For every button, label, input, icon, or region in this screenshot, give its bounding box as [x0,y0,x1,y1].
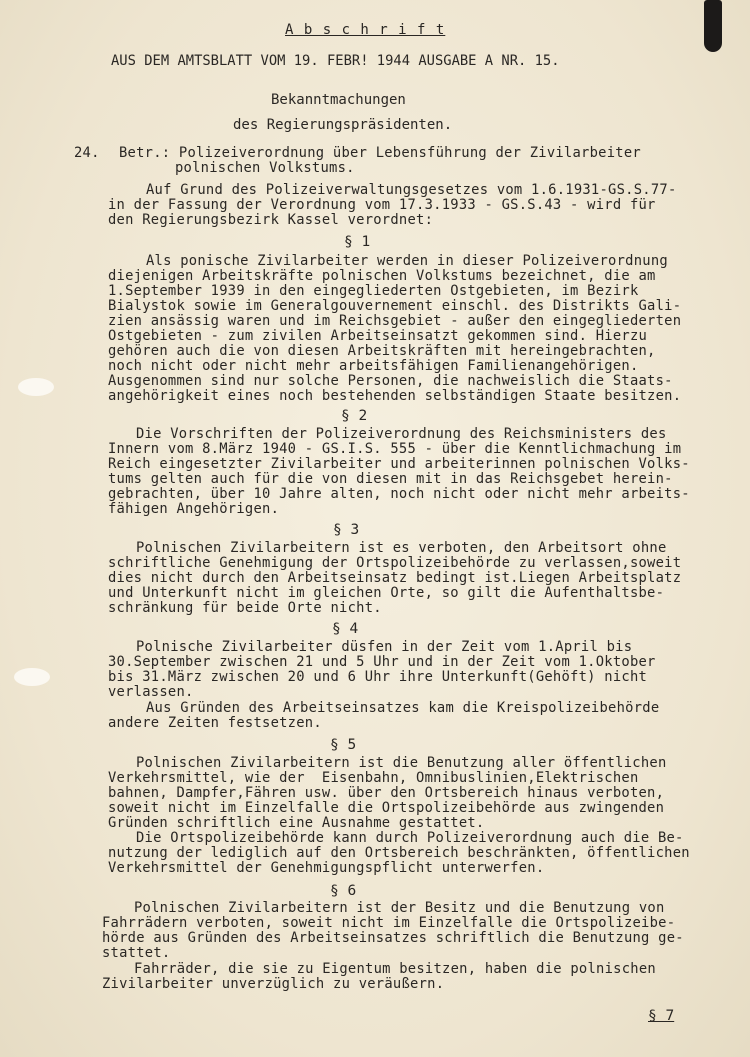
source-line: AUS DEM AMTSBLATT VOM 19. FEBR! 1944 AUSGABE A NR. 15. [111,53,560,69]
continuation-mark: § 7 [648,1008,675,1024]
text-line: Polnischen Zivilarbeitern ist die Benutzung aller öffentlichen [136,755,667,771]
text-line: Polnischen Zivilarbeitern ist es verboten, den Arbeitsort ohne [136,540,667,556]
text-line: Polnische Zivilarbeiter düsfen in der Zeit vom 1.April bis [136,639,633,655]
subject-line: polnischen Volkstums. [175,160,355,176]
text-line: zien ansässig waren und im Reichsgebiet - außer den eingegliederten [108,313,682,329]
section-subtitle: des Regierungspräsidenten. [233,117,453,133]
text-line: Bialystok sowie im Generalgouvernement einschl. des Distrikts Gali- [108,298,682,314]
text-line: Verkehrsmittel, wie der Eisenbahn, Omnibuslinien,Elektrischen [108,770,639,786]
text-line: Fahrräder, die sie zu Eigentum besitzen, haben die polnischen [134,961,656,977]
text-line: diejenigen Arbeitskräfte polnischen Volkstums bezeichnet, die am [108,268,656,284]
document-title: A b s c h r i f t [285,22,446,38]
text-line: schriftliche Genehmigung der Ortspolizeibehörde zu verlassen,soweit [108,555,682,571]
item-number: 24. [74,145,100,161]
text-line: Innern vom 8.März 1940 - GS.I.S. 555 - über die Kenntlichmachung im [108,441,682,457]
paragraph-mark: § 6 [330,883,357,899]
text-line: nutzung der lediglich auf den Ortsbereich beschränkten, öffentlichen [108,845,690,861]
text-line: gebrachten, über 10 Jahre alten, noch nicht oder nicht mehr arbeits- [108,486,690,502]
text-line: und Unterkunft nicht im gleichen Orte, so gilt die Aufenthaltsbe- [108,585,665,601]
paragraph-mark: § 3 [333,522,360,538]
text-line: hörde aus Gründen des Arbeitseinsatzes schriftlich die Benutzung ge- [102,930,684,946]
text-line: Fahrrädern verboten, soweit nicht im Einzelfalle die Ortspolizeibe- [102,915,676,931]
text-line: tums gelten auch für die von diesen mit in das Reichsgebet herein- [108,471,673,487]
text-line: Zivilarbeiter unverzüglich zu veräußern. [102,976,445,992]
paragraph-mark: § 2 [341,408,368,424]
text-line: Verkehrsmittel der Genehmigungspflicht unterwerfen. [108,860,545,876]
text-line: 1.September 1939 in den eingegliederten Ostgebieten, im Bezirk [108,283,639,299]
text-line: Die Vorschriften der Polizeiverordnung des Reichsministers des [136,426,667,442]
paragraph-mark: § 4 [332,621,359,637]
text-line: Als ponische Zivilarbeiter werden in dieser Polizeiverordnung [146,253,668,269]
intro-line: in der Fassung der Verordnung vom 17.3.1933 - GS.S.43 - wird für [108,197,656,213]
text-line: angehörigkeit eines noch bestehenden selbständigen Staate besitzen. [108,388,682,404]
section-title: Bekanntmachungen [271,92,406,108]
punch-hole [18,378,54,396]
text-line: Die Ortspolizeibehörde kann durch Polizeiverordnung auch die Be- [136,830,684,846]
intro-line: den Regierungsbezirk Kassel verordnet: [108,212,434,228]
text-line: fähigen Angehörigen. [108,501,280,517]
text-line: schränkung für beide Orte nicht. [108,600,382,616]
text-line: Polnischen Zivilarbeitern ist der Besitz und die Benutzung von [134,900,665,916]
text-line: Ostgebieten - zum zivilen Arbeitseinsatzt gekommen sind. Hierzu [108,328,648,344]
text-line: dies nicht durch den Arbeitseinsatz bedingt ist.Liegen Arbeitsplatz [108,570,682,586]
paragraph-mark: § 1 [344,234,371,250]
paragraph-mark: § 5 [330,737,357,753]
ink-stain [704,0,722,52]
text-line: Gründen schriftlich eine Ausnahme gestattet. [108,815,485,831]
text-line: andere Zeiten festsetzen. [108,715,322,731]
text-line: stattet. [102,945,171,961]
text-line: soweit nicht im Einzelfalle die Ortspolizeibehörde aus zwingenden [108,800,665,816]
text-line: Aus Gründen des Arbeitseinsatzes kam die Kreispolizeibehörde [146,700,660,716]
text-line: 30.September zwischen 21 und 5 Uhr und in der Zeit vom 1.Oktober [108,654,656,670]
text-line: noch nicht oder nicht mehr arbeitsfähigen Familienangehörigen. [108,358,639,374]
text-line: Reich eingesetzter Zivilarbeiter und arbeiterinnen polnischen Volks- [108,456,690,472]
subject-line: Betr.: Polizeiverordnung über Lebensführung der Zivilarbeiter [119,145,641,161]
intro-line: Auf Grund des Polizeiverwaltungsgesetzes vom 1.6.1931-GS.S.77- [146,182,677,198]
text-line: Ausgenommen sind nur solche Personen, die nachweislich die Staats- [108,373,673,389]
text-line: verlassen. [108,684,194,700]
text-line: bis 31.März zwischen 20 und 6 Uhr ihre Unterkunft(Gehöft) nicht [108,669,648,685]
punch-hole [14,668,50,686]
text-line: gehören auch die von diesen Arbeitskräften mit hereingebrachten, [108,343,656,359]
text-line: bahnen, Dampfer,Fähren usw. über den Ortsbereich hinaus verboten, [108,785,665,801]
